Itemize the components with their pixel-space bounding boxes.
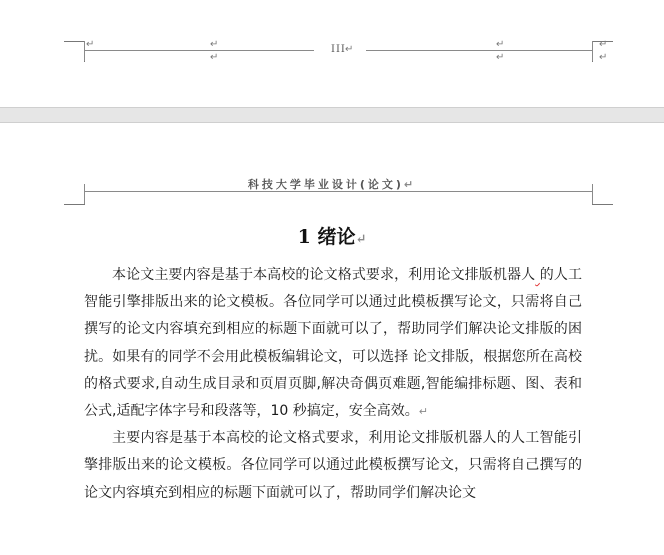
- paragraph-mark: ↵: [599, 52, 608, 63]
- paragraph-mark: ↵: [210, 39, 219, 50]
- header-title: 科技大学毕业设计(论文): [247, 178, 404, 191]
- document-page[interactable]: [0, 123, 664, 555]
- chapter-heading[interactable]: [0, 222, 664, 249]
- body-paragraph-1[interactable]: 本论文主要内容是基于本高校的论文格式要求，利用论文排版机器人 的人工智能引擎排版出来的论文模板。各位同学可以通过此模板撰写论文，只需将自己撰写的论文内容填充到相应的标题下面就可以了，帮助同学们解决论文排版的困扰。如果有的同学不会用此模板编辑论文，可以选择 论文排版，根据您所在高校的格式要求,自动生成目录和页眉页脚,解决奇偶页难题,智能编排标题、图、表和公式,适配字体字号和段落等，10 秒搞定，安全高效。↵: [84, 267, 583, 420]
- page-separator: [0, 107, 664, 123]
- paragraph-mark: ↵: [496, 39, 505, 50]
- page-number-paragraph-mark: ↵: [345, 44, 354, 55]
- previous-page-footer: [0, 0, 664, 107]
- crop-mark-bottom-left: [64, 41, 85, 62]
- footer-rule-left: [84, 50, 314, 51]
- header-paragraph-mark: ↵: [403, 178, 417, 191]
- header-rule: [84, 191, 592, 192]
- chapter-paragraph-mark: ↵: [355, 232, 367, 247]
- body-paragraph-2[interactable]: 主要内容是基于本高校的论文格式要求，利用论文排版机器人的人工智能引擎排版出来的论文模板。各位同学可以通过此模板撰写论文，只需将自己撰写的论文内容填充到相应的标题下面就可以了，帮助同学们解决论文: [84, 430, 582, 501]
- paragraph-mark: ↵: [210, 52, 219, 63]
- footer-rule-right: [366, 50, 592, 51]
- page-number: III: [331, 44, 346, 55]
- page-header[interactable]: [0, 176, 664, 192]
- chapter-title: 1 绪论: [297, 226, 356, 248]
- paragraph-mark: ↵: [599, 39, 608, 50]
- document-body[interactable]: [84, 262, 582, 507]
- footer-left-tick: [84, 41, 85, 61]
- paragraph-mark: ↵: [496, 52, 505, 63]
- paragraph-mark: ↵: [86, 39, 95, 50]
- footer-right-tick: [592, 41, 593, 61]
- paragraph-mark: ↵: [418, 405, 428, 419]
